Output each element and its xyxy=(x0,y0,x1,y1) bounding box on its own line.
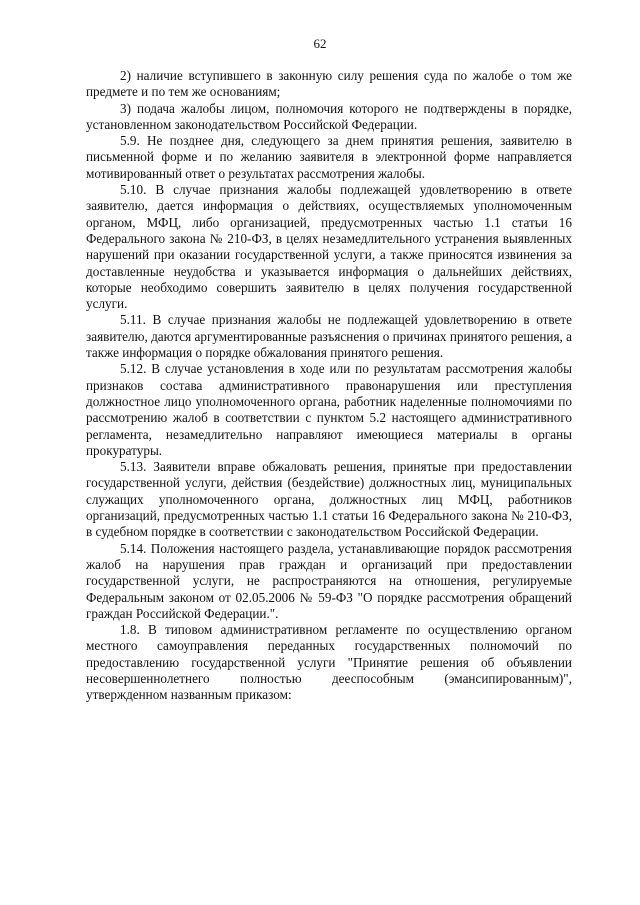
paragraph-5-10: 5.10. В случае признания жалобы подлежащей удовлетворению в ответе заявителю, дается информация о действиях, осуществляемых уполномоченным органом, МФЦ, либо организацией, предусмотренных частью 1.1 статьи 16 Федерального закона № 210-ФЗ, в целях незамедлительного устранения выявленных нарушений при оказании государственной услуги, а также приносятся извинения за доставленные неудобства и указывается информация о дальнейших действиях, которые необходимо совершить заявителю в целях получения государственной услуги. xyxy=(86,182,572,312)
document-body xyxy=(86,68,572,704)
paragraph-5-12: 5.12. В случае установления в ходе или по результатам рассмотрения жалобы признаков состава административного правонарушения или преступления должностное лицо уполномоченного органа, работник наделенные полномочиями по рассмотрению жалоб в соответствии с пунктом 5.2 настоящего административного регламента, незамедлительно направляют имеющиеся материалы в органы прокуратуры. xyxy=(86,361,572,458)
page-number: 62 xyxy=(313,36,327,51)
paragraph-1-8: 1.8. В типовом административном регламенте по осуществлению органом местного самоуправления переданных государственных полномочий по предоставлению государственной услуги "Принятие решения об объявлении несовершеннолетнего полностью дееспособным (эмансипированным)", утвержденном названным приказом: xyxy=(86,622,572,703)
paragraph-5-14: 5.14. Положения настоящего раздела, устанавливающие порядок рассмотрения жалоб на нарушения прав граждан и организаций при предоставлении государственной услуги, не распространяются на отношения, регулируемые Федеральным законом от 02.05.2006 № 59-ФЗ "О порядке рассмотрения обращений граждан Российской Федерации.". xyxy=(86,540,572,621)
paragraph-item-2: 2) наличие вступившего в законную силу решения суда по жалобе о том же предмете и по тем же основаниям; xyxy=(86,68,572,100)
paragraph-5-9: 5.9. Не позднее дня, следующего за днем принятия решения, заявителю в письменной форме и по желанию заявителя в электронной форме направляется мотивированный ответ о результатах рассмотрения жалобы. xyxy=(86,133,572,181)
paragraph-item-3: 3) подача жалобы лицом, полномочия которого не подтверждены в порядке, установленном законодательством Российской Федерации. xyxy=(86,100,572,132)
paragraph-5-11: 5.11. В случае признания жалобы не подлежащей удовлетворению в ответе заявителю, даются аргументированные разъяснения о причинах принятого решения, а также информация о порядке обжалования принятого решения. xyxy=(86,312,572,361)
paragraph-5-13: 5.13. Заявители вправе обжаловать решения, принятые при предоставлении государственной услуги, действия (бездействие) должностных лиц, муниципальных служащих уполномоченного органа, должностных лиц МФЦ, работников организаций, предусмотренных частью 1.1 статьи 16 Федерального закона № 210-ФЗ, в судебном порядке в соответствии с законодательством Российской Федерации. xyxy=(86,459,572,540)
